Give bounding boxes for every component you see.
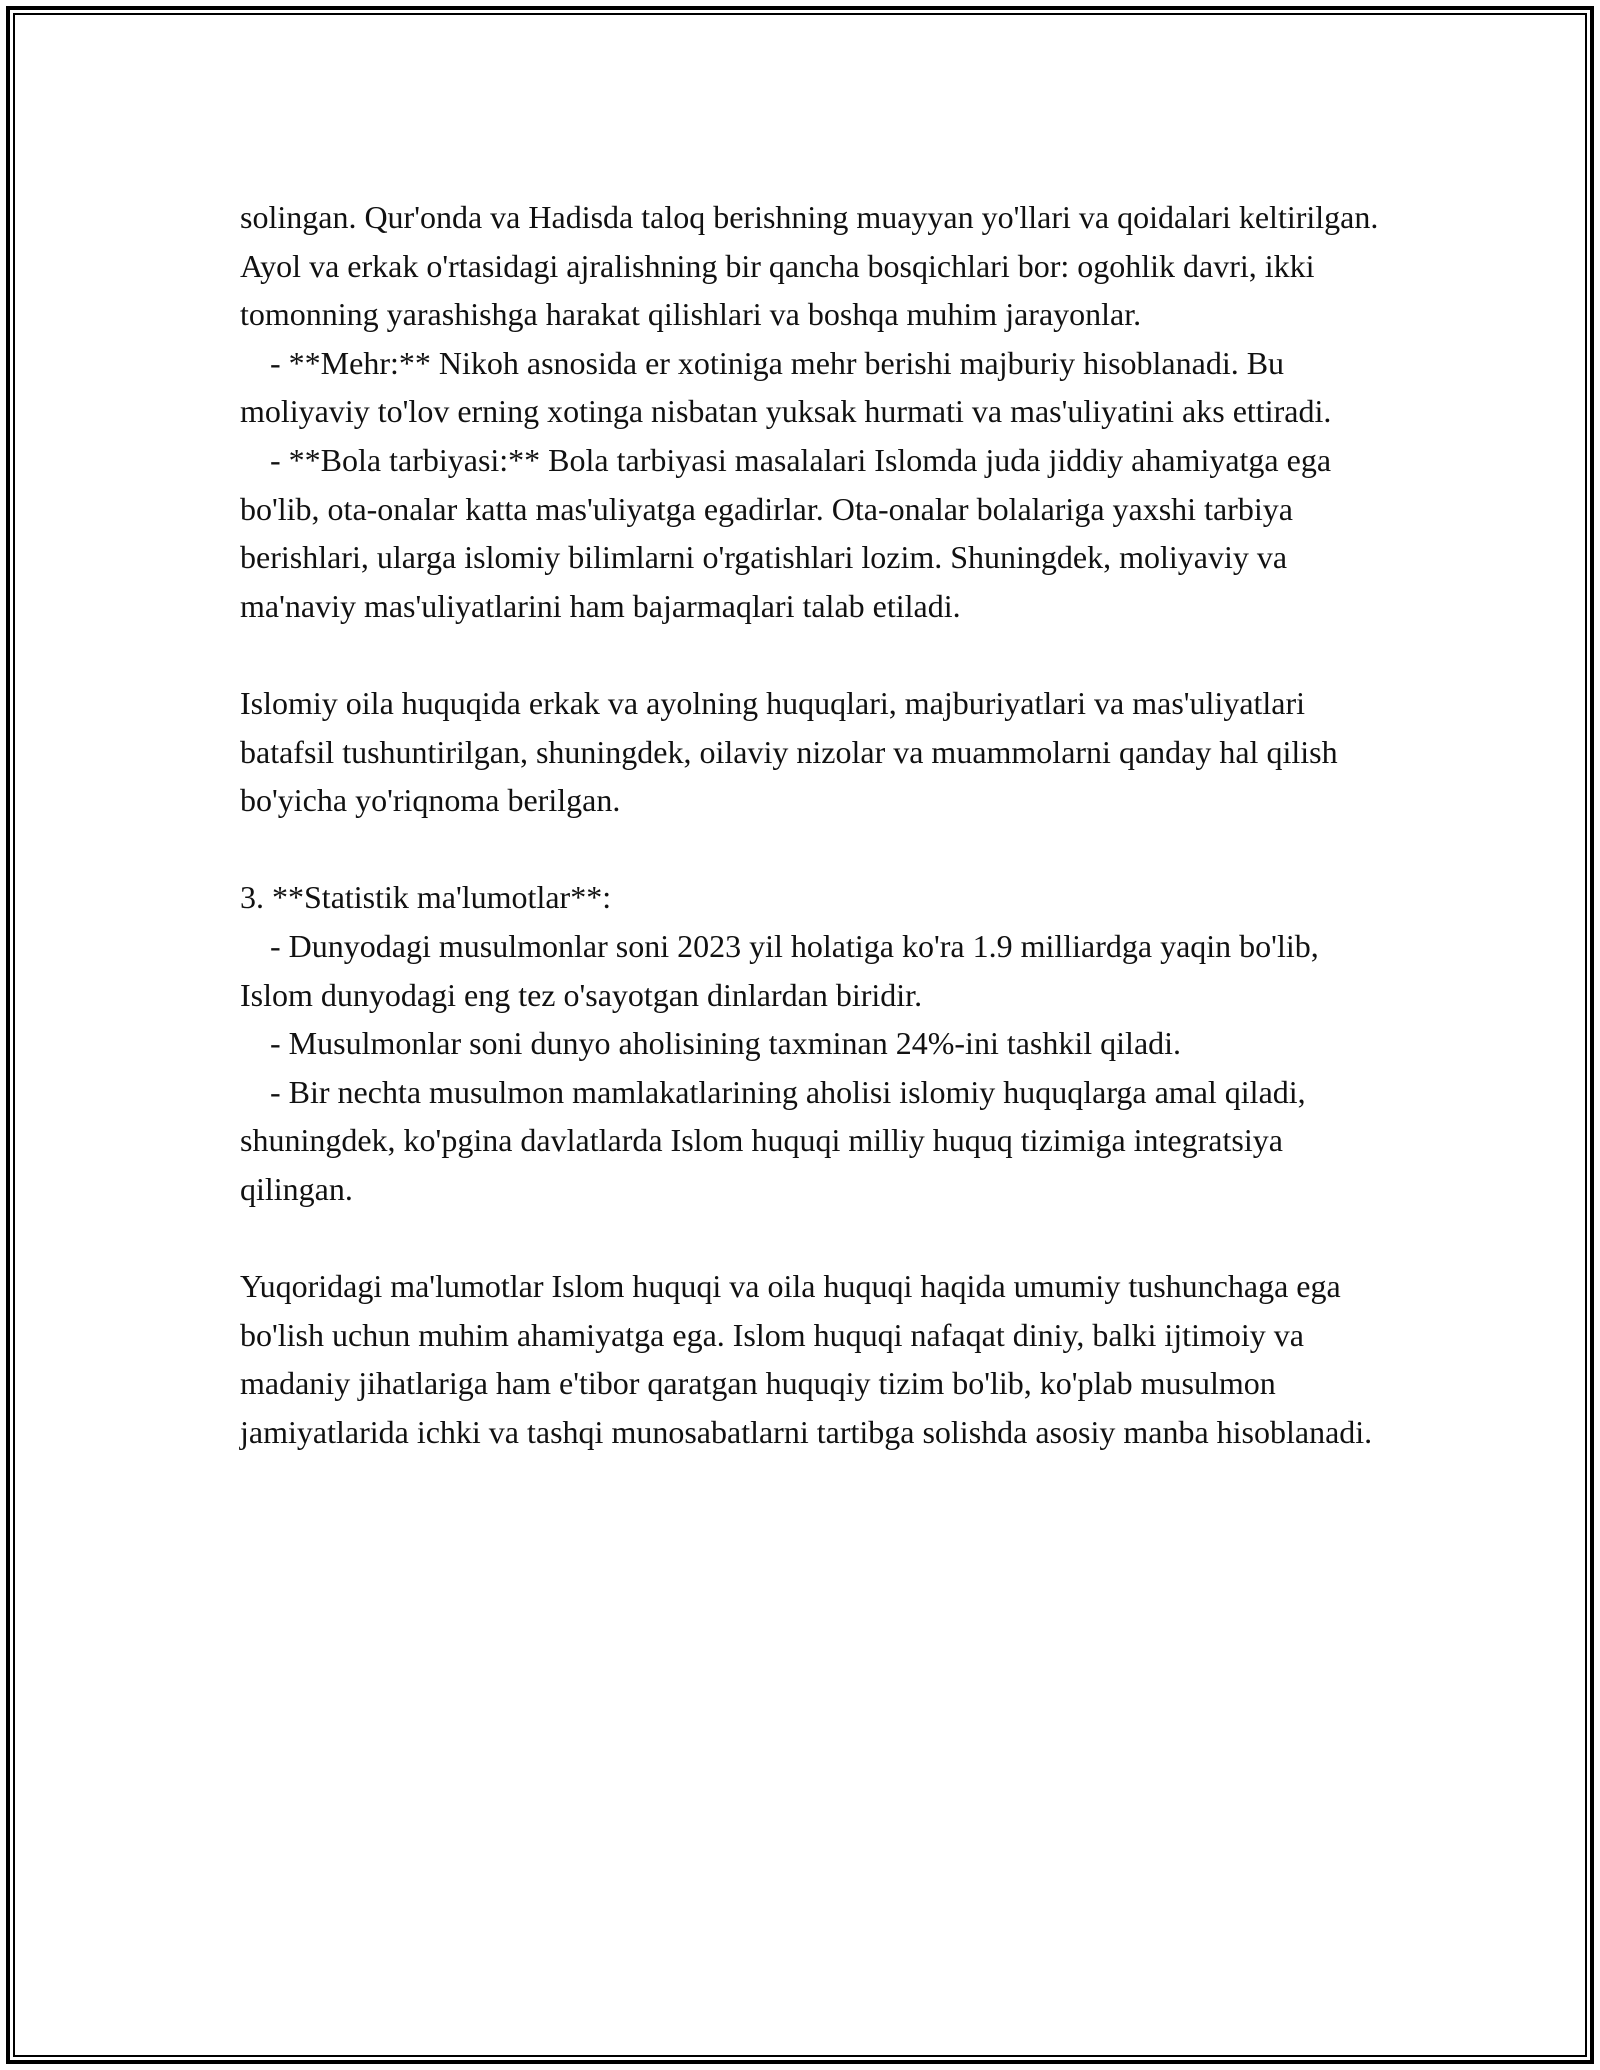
stat-item-population-share	[240, 1019, 1390, 1068]
paragraph-summary: Islomiy oila huquqida erkak va ayolning huquqlari, majburiyatlari va mas'uliyatlari batafsil tushuntirilgan, shuningdek, oilaviy nizolar va muammolarni qanday hal qilish bo'yicha yo'riqnoma berilgan.	[240, 684, 1338, 819]
bullet-mehr	[240, 339, 1390, 436]
paragraph-gap	[240, 630, 1390, 679]
paragraph-conclusion: Yuqoridagi ma'lumotlar Islom huquqi va oila huquqi haqida umumiy tushunchaga ega bo'lish uchun muhim ahamiyatga ega. Islom huquqi nafaqat diniy, balki ijtimoiy va madaniy jihatlariga ham e'tibor qaratgan huquqiy tizim bo'lib, ko'plab musulmon jamiyatlarida ichki va tashqi munosabatlarni tartibga solishda asosiy manba hisoblanadi.	[240, 1268, 1373, 1450]
paragraph-gap	[240, 1213, 1390, 1262]
page-frame	[6, 6, 1594, 2064]
bullet-bola-tarbiyasi	[240, 436, 1390, 630]
section-heading-statistics: 3. **Statistik ma'lumotlar**:	[240, 879, 612, 916]
paragraph-intro: solingan. Qur'onda va Hadisda taloq berishning muayyan yo'llari va qoidalari keltirilgan. Ayol va erkak o'rtasidagi ajralishning bir qancha bosqichlari bor: ogohlik davri, ikki tomonning yarashishga harakat qilishlari va boshqa muhim jarayonlar.	[240, 199, 1379, 333]
stat-item-text: - Musulmonlar soni dunyo aholisining taxminan 24%-ini tashkil qiladi.	[270, 1025, 1182, 1062]
bullet-bola-tarbiyasi-text: - **Bola tarbiyasi:** Bola tarbiyasi masalalari Islomda juda jiddiy ahamiyatga ega bo'lib, ota-onalar katta mas'uliyatga egadirlar. Ota-onalar bolalariga yaxshi tarbiya berishlari, ularga islomiy bilimlarni o'rgatishlari lozim. Shuningdek, moliyaviy va ma'naviy mas'uliyatlarini ham bajarmaqlari talab etiladi.	[240, 441, 1332, 624]
document-body	[240, 193, 1390, 1456]
paragraph-gap	[240, 825, 1390, 874]
stat-item-legal-integration	[240, 1068, 1390, 1214]
stat-item-text: - Dunyodagi musulmonlar soni 2023 yil holatiga ko'ra 1.9 milliardga yaqin bo'lib, Islom dunyodagi eng tez o'sayotgan dinlardan biridir.	[240, 927, 1319, 1013]
bullet-mehr-text: - **Mehr:** Nikoh asnosida er xotiniga mehr berishi majburiy hisoblanadi. Bu moliyaviy to'lov erning xotinga nisbatan yuksak hurmati va mas'uliyatini aks ettiradi.	[240, 344, 1332, 430]
stat-item-text: - Bir nechta musulmon mamlakatlarining aholisi islomiy huquqlarga amal qiladi, shuningdek, ko'pgina davlatlarda Islom huquqi milliy huquq tizimiga integratsiya qilingan.	[240, 1073, 1306, 1207]
stat-item-muslim-population	[240, 922, 1390, 1019]
